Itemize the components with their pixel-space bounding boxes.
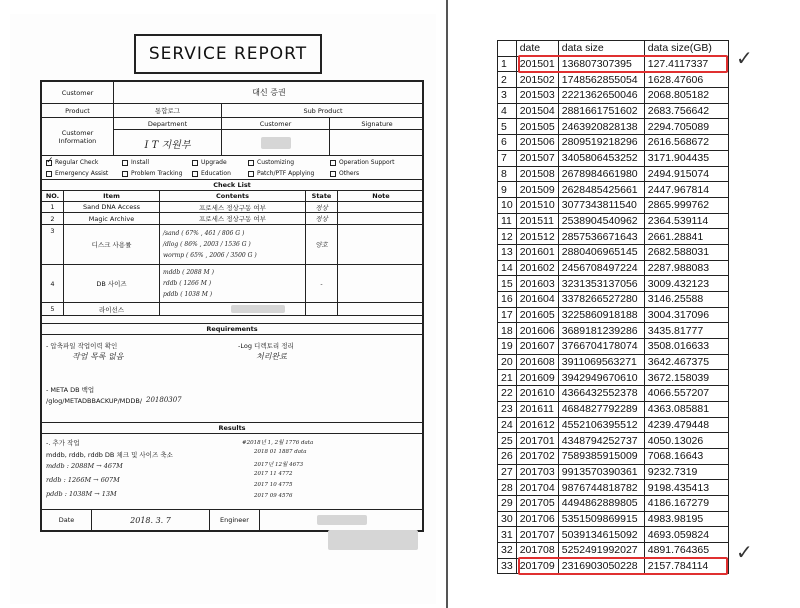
cell-data-size: 2221362650046	[558, 88, 644, 104]
res-right-note: 2017년 12월 4673	[254, 462, 304, 468]
table-row	[498, 72, 729, 88]
table-body	[498, 56, 729, 574]
table-row	[498, 119, 729, 135]
table-row	[498, 229, 729, 245]
opt-operation-support[interactable]	[330, 159, 395, 166]
cell-data-size: 2880406965145	[558, 244, 644, 260]
table-row	[498, 182, 729, 198]
customer-row	[42, 82, 422, 104]
customer-info-row	[42, 118, 422, 156]
cell-data-size: 3689181239286	[558, 323, 644, 339]
cell-data-size: 3378266527280	[558, 292, 644, 308]
customer-name-cell	[222, 130, 330, 156]
req-3-hand: 20180307	[146, 396, 182, 404]
cell-date: 201501	[516, 56, 558, 72]
res-right-note: 2017 10 4775	[254, 482, 293, 488]
cell-data-size: 2809519218296	[558, 135, 644, 151]
cell-data-size-gb: 2494.915074	[644, 166, 728, 182]
table-row	[498, 213, 729, 229]
cell-data-size-gb: 2068.805182	[644, 88, 728, 104]
table-row	[498, 339, 729, 355]
product-value: 통합로그	[114, 104, 222, 117]
cell-data-size: 5039134615092	[558, 527, 644, 543]
res-rddb: rddb : 1266M → 607M	[46, 476, 120, 484]
cell-date: 201507	[516, 150, 558, 166]
department-value: I T 지원부	[114, 130, 222, 156]
cell-data-size: 2857536671643	[558, 229, 644, 245]
cell-date: 201602	[516, 260, 558, 276]
checklist-row	[42, 225, 422, 265]
cell-data-size-gb: 2661.28841	[644, 229, 728, 245]
cell-date: 201509	[516, 182, 558, 198]
cell-date: 201603	[516, 276, 558, 292]
col-contents: Contents	[160, 191, 306, 201]
opt-emergency-assist[interactable]	[46, 170, 108, 177]
row-state	[306, 303, 338, 315]
row-item: 디스크 사용률	[64, 225, 160, 264]
cell-index: 33	[498, 558, 517, 574]
cell-index: 9	[498, 182, 517, 198]
cell-date: 201707	[516, 527, 558, 543]
cell-data-size-gb: 3435.81777	[644, 323, 728, 339]
header-data-size-gb: data size(GB)	[644, 41, 728, 57]
engineer-label: Engineer	[210, 510, 260, 530]
cell-data-size-gb: 4239.479448	[644, 417, 728, 433]
cell-date: 201510	[516, 197, 558, 213]
opt-others[interactable]	[330, 170, 359, 177]
cell-index: 12	[498, 229, 517, 245]
cell-data-size: 9876744818782	[558, 480, 644, 496]
table-row	[498, 448, 729, 464]
cell-index: 23	[498, 401, 517, 417]
row-contents	[160, 303, 306, 315]
row-item: DB 사이즈	[64, 265, 160, 302]
table-row	[498, 417, 729, 433]
opt-customizing[interactable]	[248, 159, 294, 166]
table-row	[498, 386, 729, 402]
checklist-row	[42, 213, 422, 225]
cell-data-size: 3405806453252	[558, 150, 644, 166]
cell-data-size: 2678984661980	[558, 166, 644, 182]
req-2: -Log 디렉토리 정리	[238, 342, 294, 350]
cell-data-size: 3766704178074	[558, 339, 644, 355]
service-type-row	[42, 156, 422, 180]
report-title: SERVICE REPORT	[134, 34, 322, 74]
row-no: 2	[42, 213, 64, 224]
cell-data-size-gb: 2294.705089	[644, 119, 728, 135]
req-1-hand: 작업 목록 없음	[72, 352, 124, 361]
cell-date: 201504	[516, 103, 558, 119]
customer-col-label: Customer	[222, 118, 330, 130]
cell-data-size-gb: 3146.25588	[644, 292, 728, 308]
cell-index: 7	[498, 150, 517, 166]
cell-data-size: 4684827792289	[558, 401, 644, 417]
cell-index: 25	[498, 433, 517, 449]
table-row	[498, 166, 729, 182]
cell-index: 14	[498, 260, 517, 276]
cell-index: 2	[498, 72, 517, 88]
requirements-body	[42, 335, 422, 423]
table-row	[498, 480, 729, 496]
row-state: -	[306, 265, 338, 302]
cell-data-size: 2456708497224	[558, 260, 644, 276]
row-state: 정상	[306, 213, 338, 224]
product-label: Product	[42, 104, 114, 117]
cell-data-size: 2538904540962	[558, 213, 644, 229]
row-note	[338, 303, 424, 315]
engineer-redacted	[317, 515, 367, 525]
cell-data-size: 2628485425661	[558, 182, 644, 198]
cell-index: 24	[498, 417, 517, 433]
engineer-cell	[260, 510, 424, 530]
cell-data-size: 7589385915009	[558, 448, 644, 464]
table-row	[498, 527, 729, 543]
cell-data-size: 4494862889805	[558, 495, 644, 511]
cell-data-size: 2463920828138	[558, 119, 644, 135]
req-2-hand: 처리완료	[256, 352, 287, 361]
res-right-note: #2018년 1, 2월 1776 data	[242, 440, 314, 446]
cell-data-size: 9913570390361	[558, 464, 644, 480]
cell-date: 201706	[516, 511, 558, 527]
cell-date: 201503	[516, 88, 558, 104]
table-row	[498, 370, 729, 386]
requirements-title: Requirements	[206, 325, 258, 333]
date-label: Date	[42, 510, 92, 530]
opt-install[interactable]	[122, 159, 149, 166]
cell-index: 10	[498, 197, 517, 213]
checklist-row	[42, 202, 422, 213]
cell-index: 26	[498, 448, 517, 464]
table-row	[498, 511, 729, 527]
cell-index: 11	[498, 213, 517, 229]
cell-date: 201605	[516, 307, 558, 323]
col-note: Note	[372, 192, 390, 200]
res-1: -. 추가 작업	[46, 439, 80, 447]
req-3-path: /glog/METADBBACKUP/MDDB/	[46, 397, 143, 405]
cell-index: 31	[498, 527, 517, 543]
cell-data-size-gb: 4050.13026	[644, 433, 728, 449]
cell-index: 15	[498, 276, 517, 292]
requirements-title-row	[42, 324, 422, 335]
cell-data-size-gb: 3672.158039	[644, 370, 728, 386]
sub-product-label: Sub Product	[303, 106, 343, 115]
cell-data-size-gb: 9232.7319	[644, 464, 728, 480]
table-row	[498, 433, 729, 449]
cell-data-size-gb: 4983.98195	[644, 511, 728, 527]
cell-data-size: 3225860918188	[558, 307, 644, 323]
table-row	[498, 292, 729, 308]
row-no: 4	[42, 265, 64, 302]
cell-data-size-gb: 3642.467375	[644, 354, 728, 370]
cell-date: 201610	[516, 386, 558, 402]
cell-data-size-gb: 4693.059824	[644, 527, 728, 543]
table-row	[498, 88, 729, 104]
cell-date: 201511	[516, 213, 558, 229]
col-item: Item	[64, 191, 160, 201]
cell-date: 201702	[516, 448, 558, 464]
report-form	[40, 80, 424, 532]
res-mddb: mddb : 2088M → 467M	[46, 462, 123, 470]
row-contents: /sand ( 67% , 461 / 806 G ) /dlog ( 86% , 2003 / 1536 G ) wormp ( 65% , 2006 / 3500 G )	[160, 225, 306, 264]
table-row	[498, 354, 729, 370]
cell-data-size: 3942949670610	[558, 370, 644, 386]
checklist-title-row	[42, 180, 422, 191]
opt-label: Problem Tracking	[131, 170, 183, 177]
cell-data-size-gb: 9198.435413	[644, 480, 728, 496]
table-row	[498, 244, 729, 260]
cell-date: 201512	[516, 229, 558, 245]
res-right-note: 2018 01 1887 data	[254, 449, 307, 455]
table-row	[498, 401, 729, 417]
cell-data-size-gb: 3171.904435	[644, 150, 728, 166]
header-data-size: data size	[558, 41, 644, 57]
cell-date: 201708	[516, 543, 558, 559]
cell-date: 201703	[516, 464, 558, 480]
cell-data-size-gb: 3004.317096	[644, 307, 728, 323]
cell-date: 201505	[516, 119, 558, 135]
res-right-note: 2017 11 4772	[254, 471, 293, 477]
cell-index: 8	[498, 166, 517, 182]
row-contents: 프로세스 정상구동 여부	[160, 213, 306, 224]
product-row	[42, 104, 422, 118]
cell-data-size-gb: 1628.47606	[644, 72, 728, 88]
row-note	[338, 225, 424, 264]
cell-data-size: 4348794252737	[558, 433, 644, 449]
signature-cell	[330, 130, 424, 156]
table-row	[498, 103, 729, 119]
cell-date: 201601	[516, 244, 558, 260]
cell-index: 27	[498, 464, 517, 480]
cell-date: 201506	[516, 135, 558, 151]
cell-data-size: 2316903050228	[558, 558, 644, 574]
cell-data-size-gb: 3508.016633	[644, 339, 728, 355]
row-state: 양호	[306, 225, 338, 264]
cell-date: 201502	[516, 72, 558, 88]
cell-index: 20	[498, 354, 517, 370]
res-right-note: 2017 09 4576	[254, 493, 293, 499]
cell-data-size: 4552106395512	[558, 417, 644, 433]
cell-data-size: 5351509869915	[558, 511, 644, 527]
customer-name-redacted	[261, 137, 291, 149]
row-state: 정상	[306, 202, 338, 212]
opt-label: Operation Support	[339, 159, 395, 166]
row-no: 5	[42, 303, 64, 315]
cell-index: 32	[498, 543, 517, 559]
customer-label: Customer	[42, 82, 114, 103]
checklist-title: Check List	[213, 181, 251, 189]
data-size-table	[497, 40, 729, 574]
opt-label: Patch/PTF Applying	[257, 170, 315, 177]
cell-date: 201607	[516, 339, 558, 355]
opt-label: Emergency Assist	[55, 170, 109, 177]
license-redacted	[231, 305, 285, 313]
req-3: - META DB 백업	[46, 386, 95, 394]
cell-data-size-gb: 2616.568672	[644, 135, 728, 151]
cell-data-size: 136807307395	[558, 56, 644, 72]
cell-index: 13	[498, 244, 517, 260]
highlight-box-last	[518, 557, 728, 575]
table-row	[498, 276, 729, 292]
checklist-row	[42, 303, 422, 316]
results-body	[42, 434, 422, 510]
table-row	[498, 307, 729, 323]
department-label: Department	[114, 118, 222, 130]
cell-data-size-gb: 2447.967814	[644, 182, 728, 198]
cell-data-size-gb: 2157.784114	[644, 558, 728, 574]
checkmark-icon: ✓	[736, 540, 753, 564]
checklist-row	[42, 265, 422, 303]
table-row	[498, 323, 729, 339]
row-contents: mddb ( 2088 M ) rddb ( 1266 M ) pddb ( 1038 M )	[160, 265, 306, 302]
header-index	[498, 41, 517, 57]
cell-date: 201704	[516, 480, 558, 496]
cell-data-size-gb: 4363.085881	[644, 401, 728, 417]
cell-data-size: 2881661751602	[558, 103, 644, 119]
row-note	[338, 202, 424, 212]
results-title-row	[42, 423, 422, 434]
table-row	[498, 543, 729, 559]
cell-index: 29	[498, 495, 517, 511]
table-row	[498, 464, 729, 480]
opt-label: Customizing	[257, 159, 295, 166]
table-header-row	[498, 41, 729, 57]
cell-index: 22	[498, 386, 517, 402]
cell-date: 201508	[516, 166, 558, 182]
row-item: Magic Archive	[64, 213, 160, 224]
spacer-row	[42, 316, 422, 324]
opt-label: Upgrade	[201, 159, 227, 166]
cell-index: 19	[498, 339, 517, 355]
cell-index: 21	[498, 370, 517, 386]
cell-date: 201604	[516, 292, 558, 308]
cell-date: 201612	[516, 417, 558, 433]
cell-date: 201611	[516, 401, 558, 417]
cell-data-size-gb: 4066.557207	[644, 386, 728, 402]
row-note	[338, 265, 424, 302]
opt-patch[interactable]	[248, 170, 314, 177]
res-pddb: pddb : 1038M → 13M	[46, 490, 117, 498]
cell-data-size-gb: 2865.999762	[644, 197, 728, 213]
cell-index: 4	[498, 103, 517, 119]
cell-data-size-gb: 2364.539114	[644, 213, 728, 229]
service-report-page	[10, 14, 436, 604]
checklist-header-row	[42, 191, 422, 202]
opt-problem-tracking[interactable]	[122, 170, 182, 177]
cell-date: 201609	[516, 370, 558, 386]
row-no: 3	[42, 225, 64, 264]
table-row	[498, 135, 729, 151]
cell-date: 201705	[516, 495, 558, 511]
col-no: NO.	[42, 191, 64, 201]
highlight-box-first	[518, 55, 728, 73]
cell-data-size: 1748562855054	[558, 72, 644, 88]
table-row	[498, 495, 729, 511]
cell-index: 30	[498, 511, 517, 527]
opt-label: Install	[131, 159, 150, 166]
cell-data-size: 3231353137056	[558, 276, 644, 292]
cell-index: 17	[498, 307, 517, 323]
cell-date: 201701	[516, 433, 558, 449]
opt-upgrade[interactable]	[192, 159, 227, 166]
cell-data-size-gb: 3009.432123	[644, 276, 728, 292]
cell-data-size-gb: 4186.167279	[644, 495, 728, 511]
cell-index: 3	[498, 88, 517, 104]
opt-regular-check[interactable]: ✓ Regular Check	[46, 155, 99, 166]
res-2: mddb, rddb, rddb DB 체크 및 사이즈 축소	[46, 451, 173, 459]
row-contents: 프로세스 정상구동 여부	[160, 202, 306, 212]
opt-label: Regular Check	[55, 159, 99, 166]
opt-education[interactable]	[192, 170, 231, 177]
opt-label: Others	[339, 170, 360, 177]
cell-data-size-gb: 2683.756642	[644, 103, 728, 119]
cell-index: 28	[498, 480, 517, 496]
cell-date: 201709	[516, 558, 558, 574]
page-divider	[446, 0, 448, 608]
cell-data-size: 5252491992027	[558, 543, 644, 559]
cell-data-size-gb: 4891.764365	[644, 543, 728, 559]
table-row	[498, 260, 729, 276]
cell-date: 201608	[516, 354, 558, 370]
cell-data-size-gb: 2682.588031	[644, 244, 728, 260]
opt-label: Education	[201, 170, 231, 177]
cell-date: 201606	[516, 323, 558, 339]
cell-index: 5	[498, 119, 517, 135]
checkmark-icon: ✓	[736, 46, 753, 70]
row-note	[338, 213, 424, 224]
cell-index: 6	[498, 135, 517, 151]
cell-data-size: 4366432552378	[558, 386, 644, 402]
signature-label: Signature	[330, 118, 424, 130]
customer-info-label: Customer Information	[42, 118, 114, 155]
col-state: State	[306, 191, 338, 201]
req-1: - 압축파일 작업이력 확인	[46, 342, 118, 350]
row-item: 라이선스	[64, 303, 160, 315]
cell-data-size: 3911069563271	[558, 354, 644, 370]
table-row	[498, 197, 729, 213]
cell-index: 18	[498, 323, 517, 339]
cell-data-size-gb: 127.4117337	[644, 56, 728, 72]
cell-data-size-gb: 2287.988083	[644, 260, 728, 276]
footer-redacted	[328, 530, 418, 550]
row-no: 1	[42, 202, 64, 212]
date-engineer-row	[42, 510, 422, 530]
table-row	[498, 150, 729, 166]
cell-data-size: 3077343811540	[558, 197, 644, 213]
customer-value: 대신 증권	[252, 88, 286, 97]
cell-data-size-gb: 7068.16643	[644, 448, 728, 464]
date-value: 2018. 3. 7	[92, 510, 210, 530]
row-item: Sand DNA Access	[64, 202, 160, 212]
cell-index: 1	[498, 56, 517, 72]
results-title: Results	[218, 424, 246, 432]
cell-index: 16	[498, 292, 517, 308]
header-date: date	[516, 41, 558, 57]
